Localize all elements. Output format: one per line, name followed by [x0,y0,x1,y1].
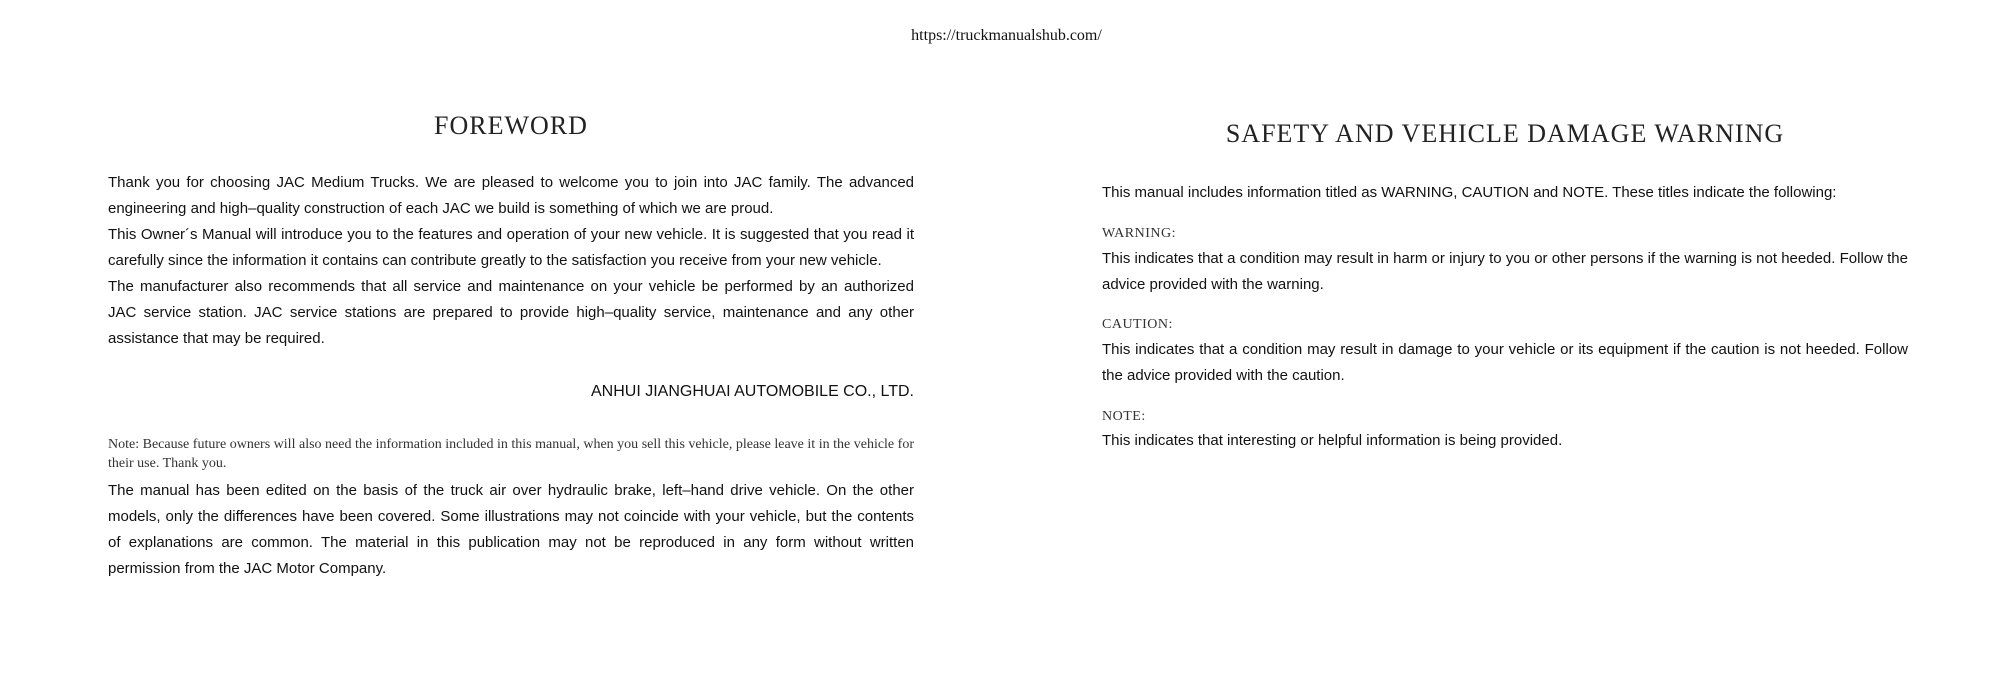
caution-label: CAUTION: [1102,317,1173,332]
warning-label: WARNING: [1102,226,1176,241]
caution-text: This indicates that a condition may result in damage to your vehicle or its equipment if the caution is not heeded. Follow the advice provided with the caution. [1102,341,1908,384]
note-text: This indicates that interesting or helpful information is being provided. [1102,432,1563,449]
foreword-paragraph-3: The manufacturer also recommends that all service and maintenance on your vehicle be performed by an authorized JAC service station. JAC service stations are prepared to provide high–quality service, maintenance and any other assistance that may be required. [108,278,914,347]
warning-text: This indicates that a condition may result in harm or injury to you or other persons if the warning is not heeded. Follow the advice provided with the warning. [1102,250,1908,293]
foreword-closing-paragraph: The manual has been edited on the basis of the truck air over hydraulic brake, left–hand drive vehicle. On the other models, only the differences have been covered. Some illustrations may not coincide with your vehicle, but the contents of explanations are common. The material in this publication may not be reproduced in any form without written permission from the JAC Motor Company. [108,482,914,577]
safety-title: SAFETY AND VEHICLE DAMAGE WARNING [1225,119,1785,148]
company-name: ANHUI JIANGHUAI AUTOMOBILE CO., LTD. [590,383,914,400]
foreword-paragraph-1: Thank you for choosing JAC Medium Trucks. We are pleased to welcome you to join into JAC family. The advanced engineering and high–quality construction of each JAC we build is something of which we are proud. [108,174,914,217]
note-label: NOTE: [1102,409,1146,424]
foreword-note: Note: Because future owners will also need the information included in this manual, when you sell this vehicle, please leave it in the vehicle for their use. Thank you. [108,437,914,471]
foreword-paragraph-2: This Owner´s Manual will introduce you to the features and operation of your new vehicle. It is suggested that you read it carefully since the information it contains can contribute greatly to the satisfaction you receive from your new vehicle. [108,226,914,269]
source-url: https://truckmanualshub.com/ [911,27,1102,44]
foreword-title: FOREWORD [434,111,588,140]
safety-intro: This manual includes information titled as WARNING, CAUTION and NOTE. These titles indicate the following: [1102,184,1837,201]
